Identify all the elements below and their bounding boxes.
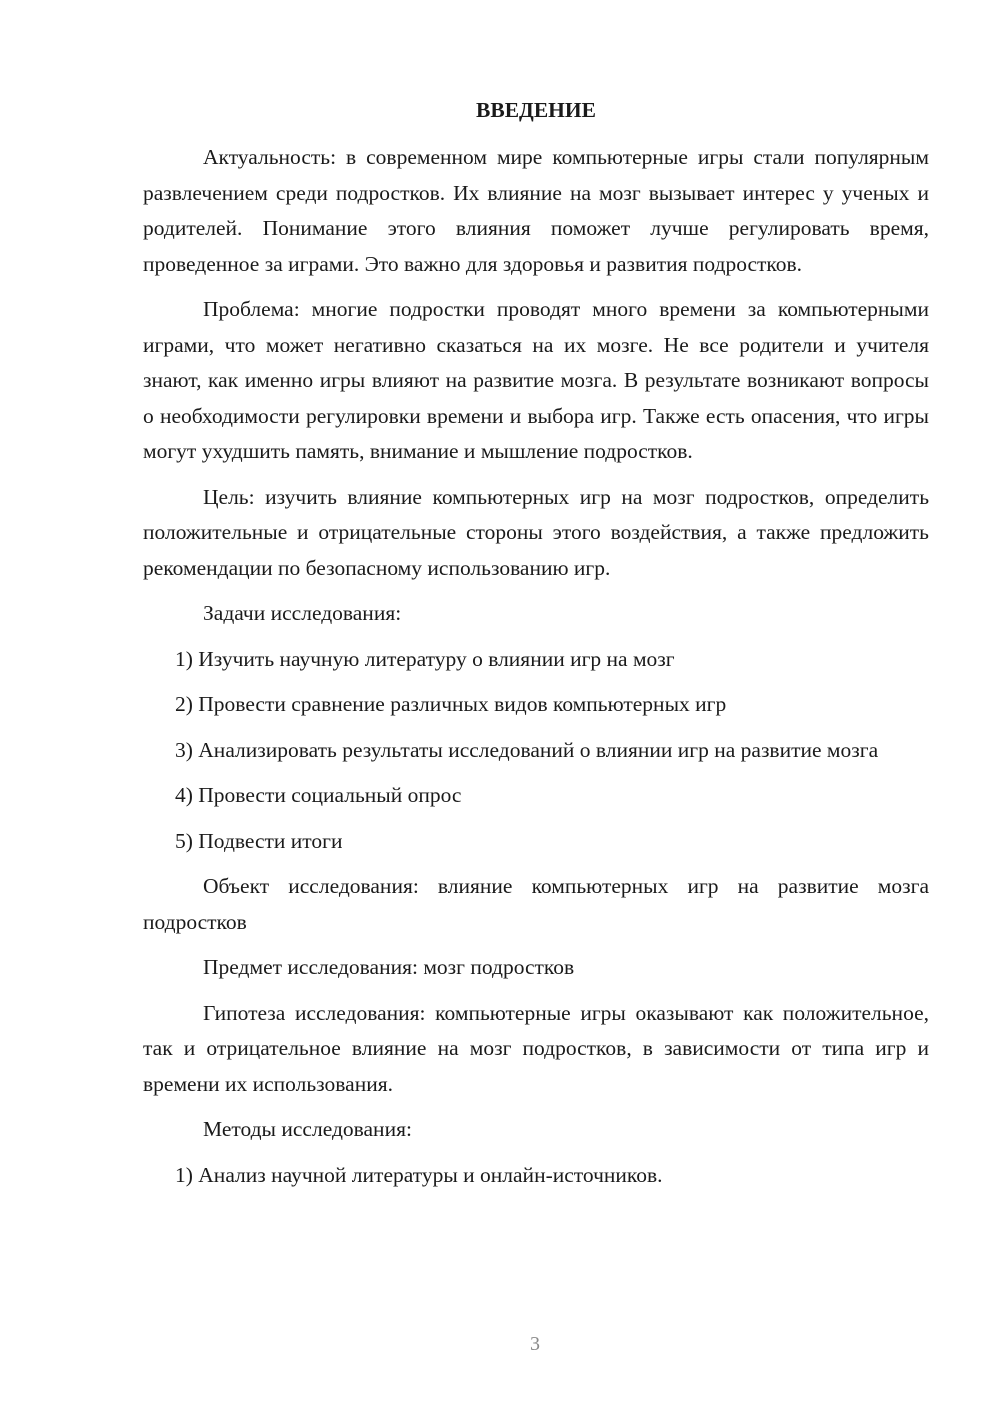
task-item: 2) Провести сравнение различных видов компьютерных игр <box>175 692 727 716</box>
task-item: 4) Провести социальный опрос <box>175 783 462 807</box>
document-page <box>143 95 929 1203</box>
task-item: 1) Изучить научную литературу о влиянии игр на мозг <box>175 646 675 671</box>
object-paragraph: Объект исследования: влияние компьютерных игр на развитие мозга подростков <box>143 874 929 934</box>
task-item: 3) Анализировать результаты исследований о влиянии игр на развитие мозга <box>175 737 879 762</box>
relevance-paragraph: Актуальность: в современном мире компьютерные игры стали популярным развлечением среди подростков. Их влияние на мозг вызывает интерес у ученых и родителей. Понимание этого влияния поможет лучше регулировать время, проведенное за играми. Это важно для здоровья и развития подростков. <box>143 145 929 276</box>
section-title: ВВЕДЕНИЕ <box>476 98 596 122</box>
subject-paragraph: Предмет исследования: мозг подростков <box>203 955 575 979</box>
tasks-heading: Задачи исследования: <box>203 601 402 625</box>
goal-paragraph: Цель: изучить влияние компьютерных игр на мозг подростков, определить положительные и отрицательные стороны этого воздействия, а также предложить рекомендации по безопасному использованию игр. <box>143 484 929 580</box>
page-number: 3 <box>530 1333 540 1355</box>
task-item: 5) Подвести итоги <box>175 828 343 853</box>
method-item: 1) Анализ научной литературы и онлайн-источников. <box>175 1162 663 1187</box>
problem-paragraph: Проблема: многие подростки проводят много времени за компьютерными играми, что может негативно сказаться на их мозге. Не все родители и учителя знают, как именно игры влияют на развитие мозга. В результате возникают вопросы о необходимости регулировки времени и выбора игр. Также есть опасения, что игры могут ухудшить память, внимание и мышление подростков. <box>143 297 929 463</box>
methods-heading: Методы исследования: <box>203 1117 412 1141</box>
hypothesis-paragraph: Гипотеза исследования: компьютерные игры оказывают как положительное, так и отрицательное влияние на мозг подростков, в зависимости от типа игр и времени их использования. <box>143 1000 929 1096</box>
